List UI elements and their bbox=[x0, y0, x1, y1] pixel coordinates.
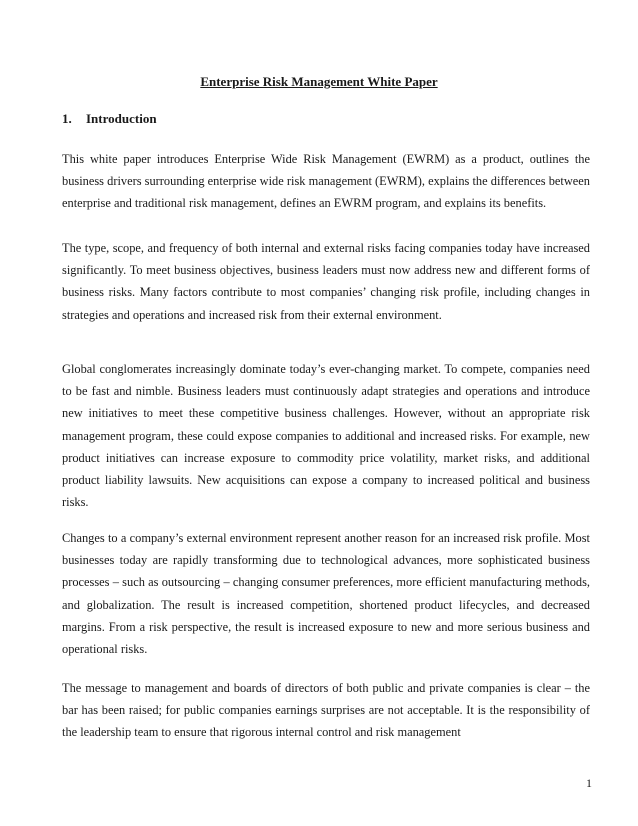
paragraph-management-message: The message to management and boards of directors of both public and private companies is clear – the bar has been raised; for public companies earnings surprises are not acceptable. It is the responsibility of the leadership team to ensure that rigorous internal control and risk management bbox=[62, 681, 590, 740]
paragraph-intro: This white paper introduces Enterprise Wide Risk Management (EWRM) as a product, outlines the business drivers surrounding enterprise wide risk management (EWRM), explains the differences between enterprise and traditional risk management, defines an EWRM program, and explains its benefits. bbox=[62, 152, 590, 211]
section-heading bbox=[62, 111, 157, 127]
document-title: Enterprise Risk Management White Paper bbox=[200, 74, 438, 89]
paragraph-global-conglomerates: Global conglomerates increasingly dominate today’s ever-changing market. To compete, companies need to be fast and nimble. Business leaders must continuously adapt strategies and operations and introduce new initiatives to meet these competitive business challenges. However, without an appropriate risk management program, these could expose companies to additional and increased risks. For example, new product initiatives can increase exposure to commodity price volatility, market risks, and additional product liability lawsuits. New acquisitions can expose a company to increased political and business risks. bbox=[62, 362, 590, 510]
paragraph-risk-types: The type, scope, and frequency of both internal and external risks facing companies today have increased significantly. To meet business objectives, business leaders must now address new and different forms of business risks. Many factors contribute to most companies’ changing risk profile, including changes in strategies and operations and increased risk from their external environment. bbox=[62, 241, 590, 322]
section-title: Introduction bbox=[86, 111, 157, 126]
paragraph-external-environment: Changes to a company’s external environment represent another reason for an increased risk profile. Most businesses today are rapidly transforming due to technological advances, more sophisticated business processes – such as outsourcing – changing consumer preferences, more efficient manufacturing methods, and globalization. The result is increased competition, shortened product lifecycles, and decreased margins. From a risk perspective, the result is increased exposure to new and more serious business and operational risks. bbox=[62, 531, 590, 657]
section-number: 1. bbox=[62, 111, 72, 126]
page-number: 1 bbox=[586, 776, 592, 790]
